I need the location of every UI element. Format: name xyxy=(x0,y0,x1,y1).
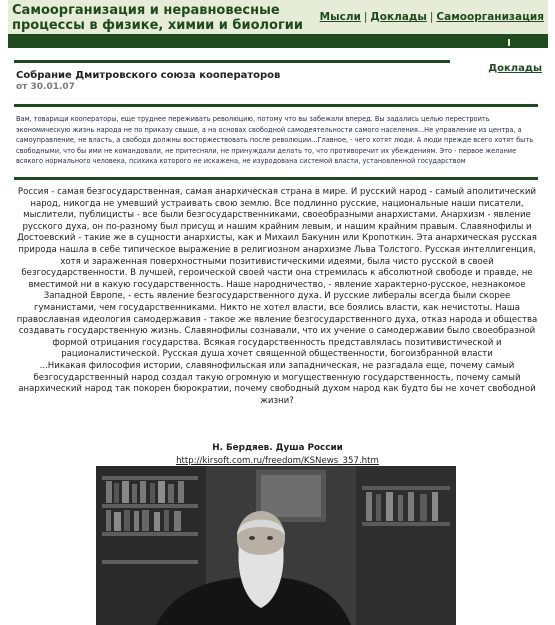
quote-text: Россия - самая безгосударственная, самая анархическая страна в мире. И русский народ - самый аполитический народ, никогда не умевший устраивать свою землю. Все подлинно русские, национальные наши писатели, мыслители, публицисты - все были безгосударственниками, своеобразными анархистами. Анархизм - явление русского духа, он по-разному был присущ и нашим крайним левым, и нашим крайним правым. Славянофилы и Достоевский - такие же в сущности анархисты, как и Михаил Бакунин или Кропоткин. Эта анархическая русская природа нашла в себе типическое выражение в религиозном анархизме Льва Толстого. Русская интеллигенция, хотя и зараженная поверхностными позитивистическими идеями, была чисто русской в своей безгосударственности. В лучшей, героической своей части она стремилась к абсолютной свободе и правде, не вместимой ни в какую государственность. Наше народничество, - явление характерно-русское, незнакомое Западной Европе, - есть явление безгосударственного духа. И русские либералы всегда были скорее гуманистами, чем государственниками. Никто не хотел власти, все боялись власти, как нечистоты. Наша православная идеология самодержавия - такое же явление безгосударственного духа, отказ народа и общества создавать государственную жизнь. Славянофилы сознавали, что их учение о самодержавии было своеобразной формой отрицания государства. Всякая государственность представлялась позитивистической и рационалистической. Русская душа хочет священной общественности, богоизбранной власти ...Никакая философия истории, славянофильская или западническая, не разгадала еще, почему самый безгосударственный народ создал такую огромную и могущественную государственность, почему самый анархический народ так покорен бюрократии, почему свободный духом народ как будто бы не хочет свободной жизни? xyxy=(16,187,538,406)
bar-marker xyxy=(508,39,510,46)
nav-link-selforganization[interactable]: Самоорганизация xyxy=(436,11,544,23)
top-nav xyxy=(320,11,544,23)
quote-signature: Н. Бердяев. Душа России xyxy=(212,443,343,453)
header-divider xyxy=(14,104,538,107)
source-link[interactable]: http://kirsoft.com.ru/freedom/KSNews_357.htm xyxy=(176,456,379,466)
site-header xyxy=(8,0,548,37)
article-date: от 30.01.07 xyxy=(16,82,75,92)
article-title: Собрание Дмитровского союза кооператоров xyxy=(16,70,281,81)
site-title: Самоорганизация и неравновесные процессы в физике, химии и биологии xyxy=(12,3,303,33)
header-bar xyxy=(8,37,548,48)
top-divider xyxy=(14,60,450,63)
source-link-container xyxy=(0,456,555,466)
nav-link-thoughts[interactable]: Мысли xyxy=(319,11,361,23)
portrait-image xyxy=(96,466,456,625)
nav-separator: | xyxy=(429,11,434,23)
portrait-photo xyxy=(96,466,456,625)
reports-link[interactable]: Доклады xyxy=(488,63,542,74)
nav-link-reports[interactable]: Доклады xyxy=(370,11,427,23)
abstract-divider xyxy=(14,177,538,180)
nav-separator: | xyxy=(363,11,368,23)
abstract-text: Вам, товарищи кооператоры, еще труднее переживать революцию, потому что вы забежали вперед. Вы задались целью перестроить экономическую жизнь народа не по приказу свыше, а на основах свободной самодеятельности самого населения...Не управление из центра, а самоуправление, не власть, а свобода должны восторжествовать после революции...Главное, - чего хотят люди. А люди прежде всего хотят быть свободными, что бы ими не командовали, не притесняли, не принуждали делать то, что противоречит их убеждениям. Это - первое желание всякого нормального человека, психика которого не искажена, не изуродована системой власти, установленной государством xyxy=(16,115,534,165)
